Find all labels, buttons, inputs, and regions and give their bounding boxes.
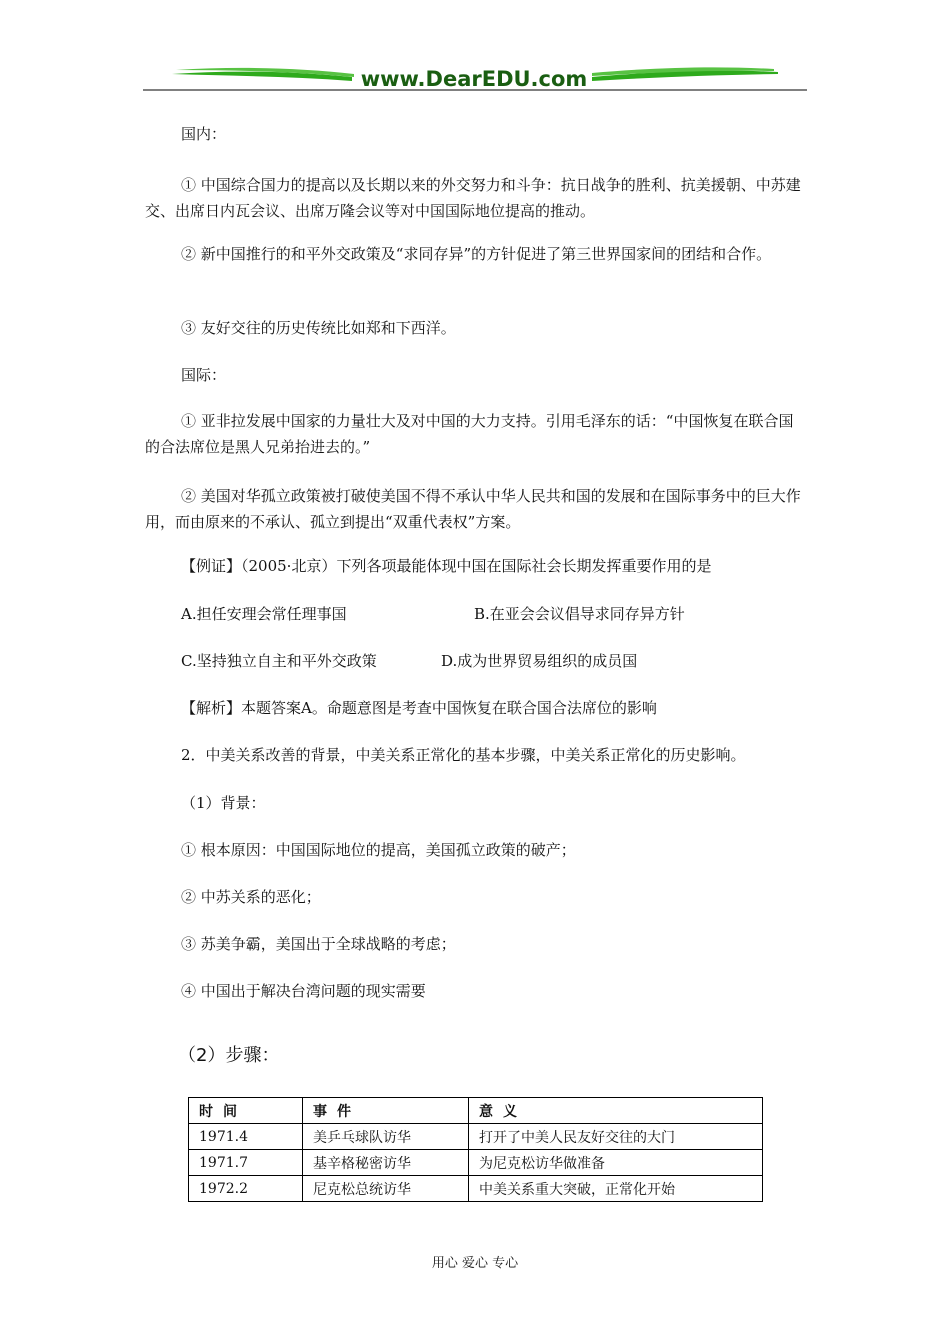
header-time: 时间 (189, 1098, 303, 1124)
steps-table (188, 1097, 763, 1202)
section-2-heading: 2．中美关系改善的背景，中美关系正常化的基本步骤，中美关系正常化的历史影响。 (181, 746, 746, 764)
analysis: 【解析】本题答案A。命题意图是考查中国恢复在联合国合法席位的影响 (181, 699, 657, 717)
background-item-2: ② 中苏关系的恶化； (181, 888, 321, 906)
cell-significance: 为尼克松访华做准备 (469, 1150, 763, 1176)
example-question: 【例证】（2005·北京）下列各项最能体现中国在国际社会长期发挥重要作用的是 (181, 557, 712, 575)
dearedu-logo (0, 0, 950, 100)
cell-event: 尼克松总统访华 (303, 1176, 469, 1202)
logo-text: www.DearEDU.com (360, 67, 588, 91)
option-c: C.坚持独立自主和平外交政策 (181, 652, 377, 670)
paragraph-international-title: 国际： (181, 366, 227, 384)
cell-event: 美乒乓球队访华 (303, 1124, 469, 1150)
cell-significance: 打开了中美人民友好交往的大门 (469, 1124, 763, 1150)
page-footer: 用心 爱心 专心 (431, 1256, 519, 1271)
table-row (189, 1124, 763, 1150)
table-header-row (189, 1098, 763, 1124)
paragraph-international-1: ① 亚非拉发展中国家的力量壮大及对中国的大力支持。引用毛泽东的话：“中国恢复在联合国的合法席位是黑人兄弟抬进去的。” (145, 412, 794, 456)
option-a: A.担任安理会常任理事国 (181, 605, 347, 623)
paragraph-domestic-title: 国内： (181, 125, 227, 143)
table-row (189, 1176, 763, 1202)
page-header (0, 0, 950, 100)
cell-time: 1971.7 (189, 1150, 303, 1176)
cell-time: 1972.2 (189, 1176, 303, 1202)
paragraph-international-2: ② 美国对华孤立政策被打破使美国不得不承认中华人民共和国的发展和在国际事务中的巨大作用，而由原来的不承认、孤立到提出“双重代表权”方案。 (145, 487, 801, 531)
paragraph-domestic-3: ③ 友好交往的历史传统比如郑和下西洋。 (181, 319, 456, 337)
background-title: （1）背景： (181, 794, 266, 812)
header-event: 事件 (303, 1098, 469, 1124)
background-item-1: ① 根本原因：中国国际地位的提高，美国孤立政策的破产； (181, 841, 576, 859)
background-item-3: ③ 苏美争霸，美国出于全球战略的考虑； (181, 935, 456, 953)
background-item-4: ④ 中国出于解决台湾问题的现实需要 (181, 982, 426, 1000)
cell-significance: 中美关系重大突破，正常化开始 (469, 1176, 763, 1202)
option-b: B.在亚会会议倡导求同存异方针 (474, 605, 685, 623)
paragraph-domestic-2: ② 新中国推行的和平外交政策及“求同存异”的方针促进了第三世界国家间的团结和合作。 (181, 245, 772, 263)
paragraph-domestic-1: ① 中国综合国力的提高以及长期以来的外交努力和斗争：抗日战争的胜利、抗美援朝、中苏建交、出席日内瓦会议、出席万隆会议等对中国国际地位提高的推动。 (145, 176, 801, 220)
steps-title: （2）步骤： (178, 1045, 280, 1066)
cell-event: 基辛格秘密访华 (303, 1150, 469, 1176)
cell-time: 1971.4 (189, 1124, 303, 1150)
table-row (189, 1150, 763, 1176)
option-d: D.成为世界贸易组织的成员国 (441, 652, 638, 670)
header-significance: 意义 (469, 1098, 763, 1124)
